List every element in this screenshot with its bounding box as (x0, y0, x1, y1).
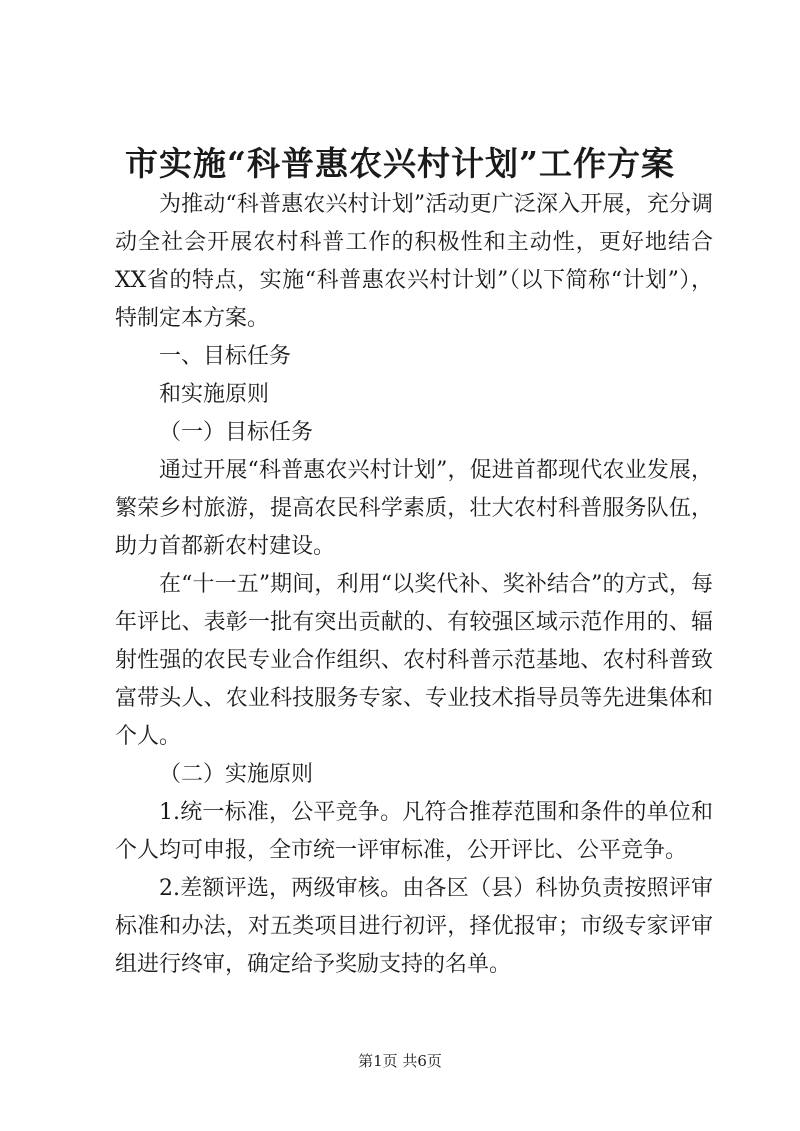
paragraph-eleventh-five-year: 在“十一五”期间，利用“以奖代补、奖补结合”的方式，每年评比、表彰一批有突出贡献的、有较强区域示范作用的、辐射性强的农民专业合作组织、农村科普示范基地、农村科普致富带头人、农业科技服务专家、专业技术指导员等先进集体和个人。 (115, 572, 713, 749)
paragraph-target-tasks: 通过开展“科普惠农兴村计划”，促进首都现代农业发展，繁荣乡村旅游，提高农民科学素质，壮大农村科普服务队伍，助力首都新农村建设。 (115, 458, 713, 559)
heading-goals: 一、目标任务 (159, 344, 292, 369)
paragraph-principle-2: 2.差额评选，两级审核。由各区（县）科协负责按照评审标准和办法，对五类项目进行初评，择优报审；市级专家评审组进行终审，确定给予奖励支持的名单。 (115, 876, 713, 977)
page-footer: 第1页 共6页 (358, 1052, 442, 1070)
subheading-principles: （二）实施原则 (159, 762, 314, 787)
paragraph-intro: 为推动“科普惠农兴村计划”活动更广泛深入开展，充分调动全社会开展农村科普工作的积极性和主动性，更好地结合XX省的特点，实施“科普惠农兴村计划”（以下简称“计划”），特制定本方案。 (115, 192, 713, 331)
subheading-target-tasks: （一）目标任务 (159, 420, 314, 445)
heading-goals-continued: 和实施原则 (159, 382, 270, 407)
paragraph-principle-1: 1.统一标准，公平竞争。凡符合推荐范围和条件的单位和个人均可申报，全市统一评审标准，公开评比、公平竞争。 (115, 800, 713, 863)
document-body (115, 186, 713, 984)
document-title: 市实施“科普惠农兴村计划”工作方案 (125, 144, 675, 183)
